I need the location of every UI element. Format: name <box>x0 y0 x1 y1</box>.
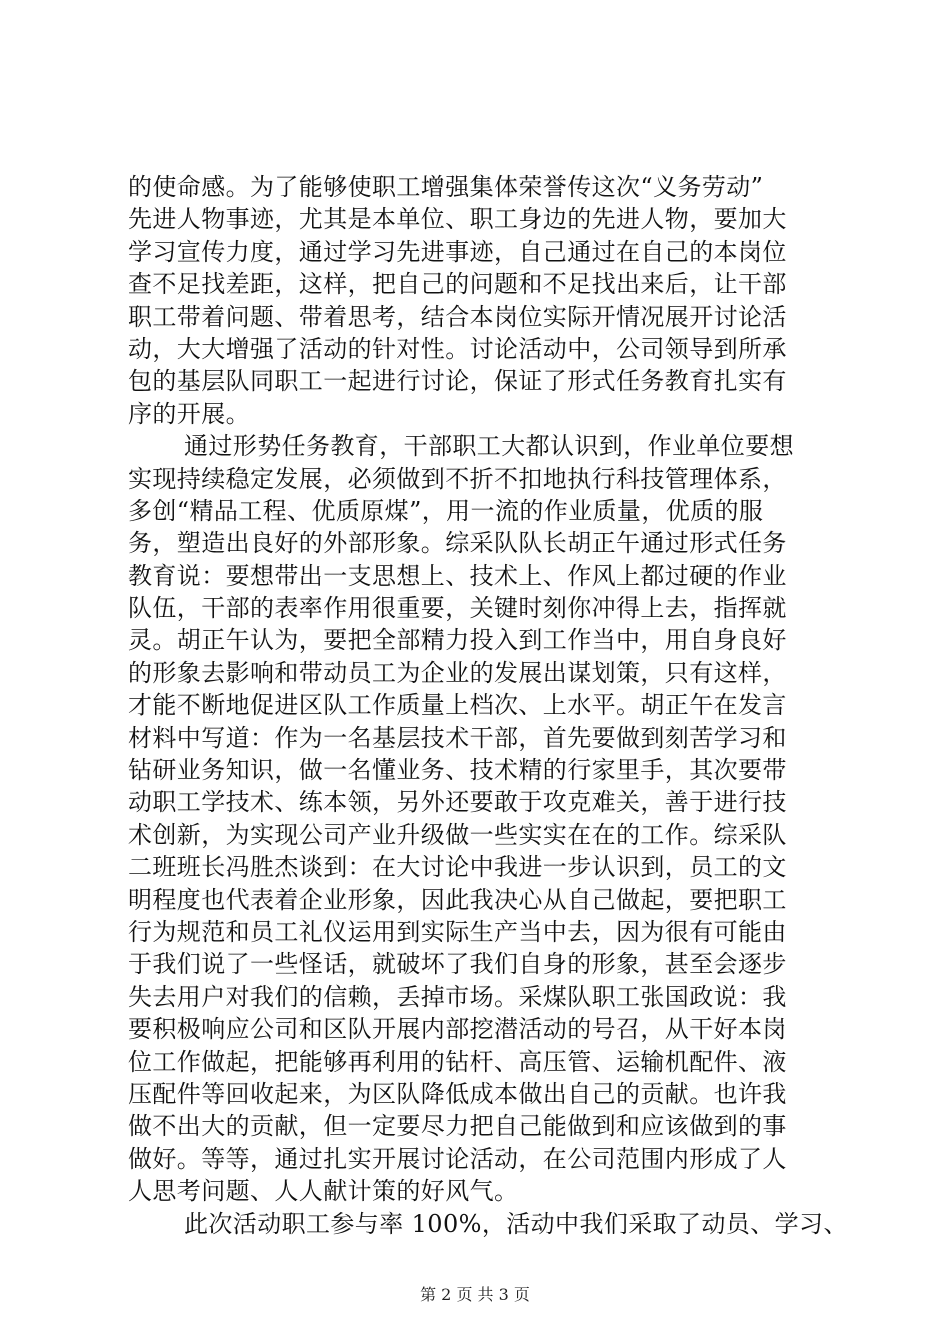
text-line: 材料中写道：作为一名基层技术干部，首先要做到刻苦学习和 <box>128 723 787 752</box>
text-line: 实现持续稳定发展，必须做到不折不扣地执行科技管理体系， <box>128 464 787 493</box>
text-line: 的使命感。为了能够使职工增强集体荣誉传这次“义务劳动” <box>128 173 764 201</box>
text-line: 明程度也代表着企业形象，因此我决心从自己做起，要把职工 <box>128 885 787 914</box>
paragraph <box>128 171 840 430</box>
text-line: 压配件等回收起来，为区队降低成本做出自己的贡献。也许我 <box>128 1079 787 1108</box>
paragraph <box>128 1208 848 1240</box>
text-line: 才能不断地促进区队工作质量上档次、上水平。胡正午在发言 <box>128 691 787 720</box>
text-line: 动，大大增强了活动的针对性。讨论活动中，公司领导到所承 <box>128 334 787 363</box>
text-line: 职工带着问题、带着思考，结合本岗位实际开情况展开讨论活 <box>128 302 787 331</box>
text-line: 队伍，干部的表率作用很重要，关键时刻你冲得上去，指挥就 <box>128 594 787 623</box>
text-line: 失去用户对我们的信赖，丢掉市场。采煤队职工张国政说：我 <box>128 982 787 1011</box>
paragraph <box>128 430 840 1207</box>
text-line: 术创新，为实现公司产业升级做一些实实在在的工作。综采队 <box>128 820 787 849</box>
text-line: 人思考问题、人人献计策的好风气。 <box>128 1177 519 1206</box>
text-line: 行为规范和员工礼仪运用到实际生产当中去，因为很有可能由 <box>128 917 787 946</box>
text-line: 序的开展。 <box>128 399 250 428</box>
text-line: 二班班长冯胜杰谈到：在大讨论中我进一步认识到，员工的文 <box>128 853 787 882</box>
text-line: 多创“精品工程、优质原煤”，用一流的作业质量，优质的服 <box>128 496 764 525</box>
page-footer: 第 2 页 共 3 页 <box>420 1285 530 1304</box>
document-body <box>128 171 848 1240</box>
text-line: 动职工学技术、练本领，另外还要敢于攻克难关，善于进行技 <box>128 788 787 817</box>
text-line: 通过形势任务教育，干部职工大都认识到，作业单位要想 <box>184 432 794 461</box>
text-line: 做不出大的贡献，但一定要尽力把自己能做到和应该做到的事 <box>128 1112 787 1141</box>
text-line: 先进人物事迹，尤其是本单位、职工身边的先进人物，要加大 <box>128 205 787 234</box>
text-line: 务，塑造出良好的外部形象。综采队队长胡正午通过形式任务 <box>128 529 787 558</box>
text-line: 的形象去影响和带动员工为企业的发展出谋划策，只有这样， <box>128 658 787 687</box>
text-line: 于我们说了一些怪话，就破坏了我们自身的形象，甚至会逐步 <box>128 950 787 979</box>
text-line: 做好。等等，通过扎实开展讨论活动，在公司范围内形成了人 <box>128 1144 787 1173</box>
text-line: 钻研业务知识，做一名懂业务、技术精的行家里手，其次要带 <box>128 756 787 785</box>
text-line: 查不足找差距，这样，把自己的问题和不足找出来后，让干部 <box>128 270 787 299</box>
text-line: 要积极响应公司和区队开展内部挖潜活动的号召，从干好本岗 <box>128 1015 787 1044</box>
text-line: 此次活动职工参与率 100%，活动中我们采取了动员、学习、 <box>184 1209 848 1238</box>
text-line: 包的基层队同职工一起进行讨论，保证了形式任务教育扎实有 <box>128 367 787 396</box>
text-line: 教育说：要想带出一支思想上、技术上、作风上都过硬的作业 <box>128 561 787 590</box>
text-line: 灵。胡正午认为，要把全部精力投入到工作当中，用自身良好 <box>128 626 787 655</box>
text-line: 学习宣传力度，通过学习先进事迹，自己通过在自己的本岗位 <box>128 237 787 266</box>
text-line: 位工作做起，把能够再利用的钻杆、高压管、运输机配件、液 <box>128 1047 787 1076</box>
